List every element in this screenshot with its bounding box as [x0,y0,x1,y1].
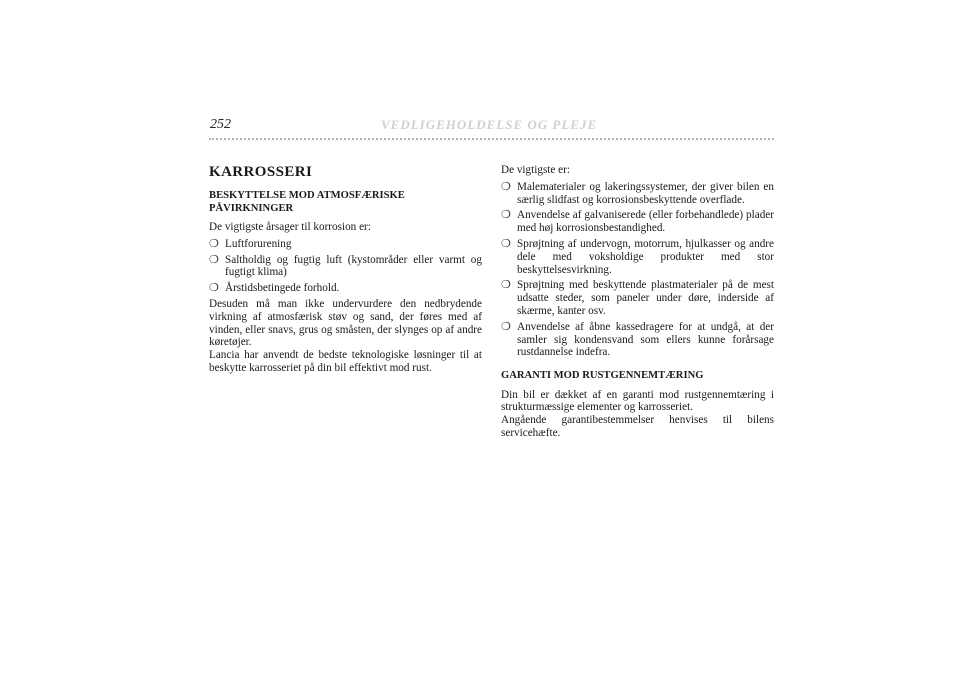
list-item-text: Anvendelse af åbne kassedragere for at undgå, at der samler sig kondensvand som ellers kunne forårsage rustdannelse indefra. [517,320,774,359]
right-column [501,164,774,440]
list-item-text: Luftforurening [225,237,292,250]
list-item-text: Sprøjtning af undervogn, motorrum, hjulkasser og andre dele med voksholdige produkter med stor beskyttelsesvirkning. [517,237,774,276]
spacer [501,362,774,370]
measures-list [501,181,774,359]
circle-bullet-icon: ❍ [209,253,219,266]
list-item [501,279,774,317]
list-item [209,254,482,280]
list-item [209,238,482,251]
list-item-text: Malematerialer og lakeringssystemer, der giver bilen en særlig slidfast og korrosionsbeskyttende overflade. [517,180,774,206]
causes-list [209,238,482,295]
list-item [209,282,482,295]
subheading-warranty: GARANTI MOD RUSTGENNEMTÆRING [501,370,704,382]
circle-bullet-icon: ❍ [209,237,219,250]
header-divider [209,138,774,140]
intro-causes: De vigtigste årsager til korrosion er: [209,221,371,233]
list-item-text: Sprøjtning med beskyttende plastmaterialer på de mest udsatte steder, som paneler under døre, inderside af skærme, kanter osv. [517,279,774,317]
paragraph-dust: Desuden må man ikke undervurdere den nedbrydende virkning af atmosfærisk støv og sand, der føres med af vinden, eller snavs, grus og småsten, der slynges op af andre køretøjer. [209,297,482,349]
page-header [209,117,774,139]
list-item-text: Anvendelse af galvaniserede (eller forbehandlede) plader med høj korrosionsbestandighed. [517,209,774,235]
list-item [501,238,774,276]
circle-bullet-icon: ❍ [501,320,511,333]
list-item [501,321,774,359]
circle-bullet-icon: ❍ [501,180,511,193]
subheading-atmospheric: BESKYTTELSE MOD ATMOSFÆRISKE PÅVIRKNINGER [209,190,405,214]
circle-bullet-icon: ❍ [501,237,511,250]
list-item [501,209,774,235]
paragraph-warranty: Din bil er dækket af en garanti mod rustgennemtæring i strukturmæssige elementer og karrosseriet. [501,388,774,414]
list-item [501,181,774,207]
intro-measures: De vigtigste er: [501,164,570,176]
paragraph-service: Angående garantibestemmelser henvises til bilens servicehæfte. [501,414,774,440]
left-column [209,164,482,375]
section-title: VEDLIGEHOLDELSE OG PLEJE [381,117,598,132]
list-item-text: Saltholdig og fugtig luft (kystområder eller varmt og fugtigt klima) [225,253,482,279]
circle-bullet-icon: ❍ [501,279,511,292]
paragraph-lancia: Lancia har anvendt de bedste teknologiske løsninger til at beskytte karrosseriet på din bil effektivt mod rust. [209,349,482,374]
main-heading: KARROSSERI [209,164,313,180]
circle-bullet-icon: ❍ [209,282,219,295]
list-item-text: Årstidsbetingede forhold. [225,282,340,295]
circle-bullet-icon: ❍ [501,209,511,222]
page-number: 252 [210,117,231,132]
